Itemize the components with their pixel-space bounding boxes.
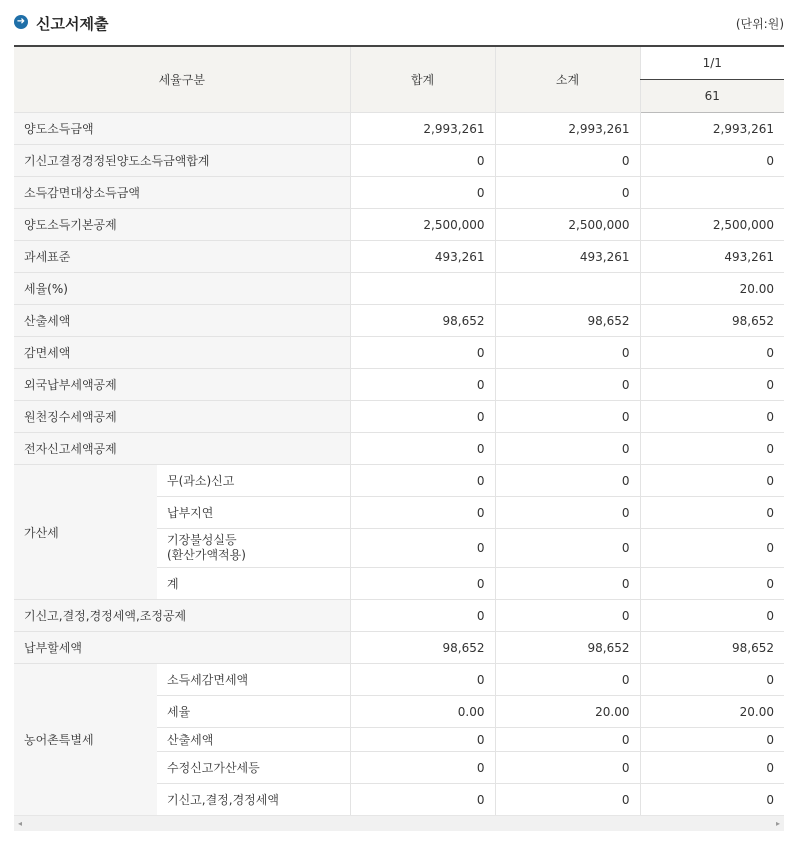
row-label: 양도소득금액 [14,113,350,145]
table-row [14,209,784,241]
cell-total: 98,652 [350,305,495,337]
cell-subtotal: 0 [495,664,640,696]
row-label: 감면세액 [14,337,350,369]
row-label: 기신고,결정,경정세액,조정공제 [14,600,350,632]
cell-61: 0 [640,369,784,401]
cell-61: 0 [640,600,784,632]
cell-61: 0 [640,465,784,497]
row-label: 산출세액 [157,728,350,752]
cell-total: 0 [350,664,495,696]
cell-61: 0 [640,401,784,433]
cell-subtotal: 0 [495,337,640,369]
cell-total: 0 [350,145,495,177]
section-header [14,12,784,34]
cell-61: 20.00 [640,273,784,305]
table-row [14,433,784,465]
cell-total: 0 [350,401,495,433]
cell-61: 0 [640,497,784,529]
cell-subtotal: 0 [495,401,640,433]
table-row [14,600,784,632]
cell-total: 0 [350,177,495,209]
row-label: 무(과소)신고 [157,465,350,497]
cell-61: 0 [640,529,784,568]
cell-subtotal: 0 [495,728,640,752]
cell-total: 2,500,000 [350,209,495,241]
cell-61 [640,177,784,209]
row-label: 세율 [157,696,350,728]
table-row [14,465,784,497]
arrow-right-circle-icon: ➜ [14,15,28,29]
cell-subtotal: 0 [495,568,640,600]
row-label: 양도소득기본공제 [14,209,350,241]
row-label [157,529,350,568]
col-header-total: 합계 [350,46,495,113]
cell-total: 0 [350,465,495,497]
cell-total: 0 [350,433,495,465]
tax-report-table [14,45,784,816]
table-row [14,337,784,369]
cell-61: 0 [640,337,784,369]
cell-61: 2,993,261 [640,113,784,145]
cell-subtotal: 0 [495,497,640,529]
row-label-line: 기장불성실등 (환산가액적용) [167,533,246,562]
cell-total: 0 [350,337,495,369]
cell-total: 0 [350,600,495,632]
cell-total: 0.00 [350,696,495,728]
cell-61: 0 [640,145,784,177]
row-label: 외국납부세액공제 [14,369,350,401]
row-label: 산출세액 [14,305,350,337]
cell-subtotal [495,273,640,305]
row-label: 소득감면대상소득금액 [14,177,350,209]
table-row [14,273,784,305]
row-label: 세율(%) [14,273,350,305]
row-label: 납부할세액 [14,632,350,664]
cell-total: 493,261 [350,241,495,273]
cell-61: 0 [640,728,784,752]
col-header-code-61: 61 [640,80,784,113]
cell-total: 0 [350,784,495,816]
cell-subtotal: 98,652 [495,305,640,337]
row-label: 수정신고가산세등 [157,752,350,784]
cell-total: 0 [350,497,495,529]
row-label: 기신고,결정,경정세액 [157,784,350,816]
cell-total: 0 [350,529,495,568]
cell-subtotal: 0 [495,529,640,568]
group-label-penalty: 가산세 [14,465,157,600]
cell-subtotal: 0 [495,600,640,632]
cell-61: 2,500,000 [640,209,784,241]
cell-total: 0 [350,369,495,401]
row-label: 소득세감면세액 [157,664,350,696]
cell-subtotal: 0 [495,784,640,816]
col-header-page: 1/1 [640,46,784,80]
cell-total: 98,652 [350,632,495,664]
scroll-right-arrow-icon[interactable]: ▸ [775,819,780,828]
row-label: 기신고결정경정된양도소득금액합계 [14,145,350,177]
cell-subtotal: 98,652 [495,632,640,664]
page-title: 신고서제출 [36,15,109,33]
cell-61: 0 [640,664,784,696]
col-header-tax-category: 세율구분 [14,46,350,113]
cell-subtotal: 0 [495,177,640,209]
table-row [14,632,784,664]
table-row [14,241,784,273]
table-row [14,113,784,145]
cell-subtotal: 0 [495,752,640,784]
col-header-subtotal: 소계 [495,46,640,113]
row-label: 과세표준 [14,241,350,273]
cell-total: 0 [350,752,495,784]
unit-label: (단위:원) [735,17,784,31]
row-label: 계 [157,568,350,600]
cell-total: 0 [350,728,495,752]
cell-61: 20.00 [640,696,784,728]
cell-subtotal: 2,500,000 [495,209,640,241]
scroll-left-arrow-icon[interactable]: ◂ [18,819,23,828]
cell-61: 493,261 [640,241,784,273]
cell-total: 2,993,261 [350,113,495,145]
cell-subtotal: 0 [495,465,640,497]
horizontal-scrollbar[interactable] [14,815,784,831]
cell-total [350,273,495,305]
cell-61: 0 [640,784,784,816]
cell-subtotal: 2,993,261 [495,113,640,145]
table-row [14,401,784,433]
cell-subtotal: 0 [495,369,640,401]
cell-61: 98,652 [640,632,784,664]
cell-61: 0 [640,752,784,784]
row-label: 전자신고세액공제 [14,433,350,465]
row-label: 납부지연 [157,497,350,529]
cell-61: 0 [640,568,784,600]
table-row [14,369,784,401]
table-row [14,177,784,209]
row-label: 원천징수세액공제 [14,401,350,433]
cell-subtotal: 0 [495,433,640,465]
group-label-farm-tax: 농어촌특별세 [14,664,157,816]
cell-subtotal: 0 [495,145,640,177]
cell-61: 98,652 [640,305,784,337]
cell-61: 0 [640,433,784,465]
table-row [14,664,784,696]
table-row [14,305,784,337]
cell-subtotal: 493,261 [495,241,640,273]
table-row [14,145,784,177]
cell-total: 0 [350,568,495,600]
cell-subtotal: 20.00 [495,696,640,728]
